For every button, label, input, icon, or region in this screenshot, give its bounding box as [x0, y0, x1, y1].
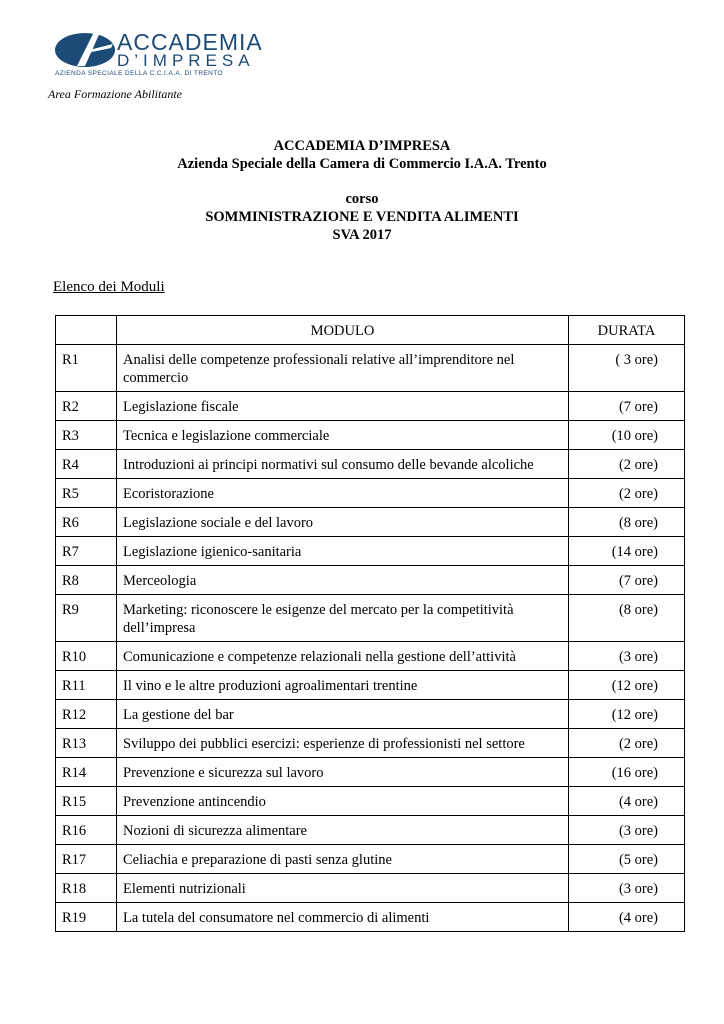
module-name: Ecoristorazione — [117, 479, 569, 508]
module-code: R5 — [56, 479, 117, 508]
module-code: R3 — [56, 421, 117, 450]
module-name: Celiachia e preparazione di pasti senza glutine — [117, 845, 569, 874]
module-code: R17 — [56, 845, 117, 874]
table-row — [56, 537, 685, 566]
table-row — [56, 421, 685, 450]
module-code: R15 — [56, 787, 117, 816]
module-name: Nozioni di sicurezza alimentare — [117, 816, 569, 845]
module-code: R18 — [56, 874, 117, 903]
logo-tagline: AZIENDA SPECIALE DELLA C.C.I.A.A. DI TRENTO — [55, 70, 223, 77]
module-name: La gestione del bar — [117, 700, 569, 729]
module-code: R9 — [56, 595, 117, 642]
module-duration: (5 ore) — [569, 845, 685, 874]
module-duration: (3 ore) — [569, 874, 685, 903]
table-row — [56, 479, 685, 508]
module-code: R7 — [56, 537, 117, 566]
module-code: R1 — [56, 345, 117, 392]
module-duration: (7 ore) — [569, 392, 685, 421]
header-code — [56, 316, 117, 345]
module-name: Legislazione sociale e del lavoro — [117, 508, 569, 537]
module-duration: (3 ore) — [569, 816, 685, 845]
module-name: Sviluppo dei pubblici esercizi: esperienze di professionisti nel settore — [117, 729, 569, 758]
module-name: Merceologia — [117, 566, 569, 595]
table-row — [56, 874, 685, 903]
module-duration: (16 ore) — [569, 758, 685, 787]
module-duration: (10 ore) — [569, 421, 685, 450]
module-name: Introduzioni ai principi normativi sul consumo delle bevande alcoliche — [117, 450, 569, 479]
module-name: Prevenzione e sicurezza sul lavoro — [117, 758, 569, 787]
module-duration: (7 ore) — [569, 566, 685, 595]
module-code: R12 — [56, 700, 117, 729]
module-name: Analisi delle competenze professionali relative all’imprenditore nel commercio — [117, 345, 569, 392]
table-row — [56, 729, 685, 758]
accademia-logo-mark-icon — [55, 28, 117, 70]
module-name: Comunicazione e competenze relazionali nella gestione dell’attività — [117, 642, 569, 671]
header-durata: DURATA — [569, 316, 685, 345]
module-duration: (12 ore) — [569, 700, 685, 729]
module-code: R10 — [56, 642, 117, 671]
table-row — [56, 816, 685, 845]
table-row — [56, 642, 685, 671]
module-code: R13 — [56, 729, 117, 758]
section-title: Elenco dei Moduli — [53, 279, 165, 295]
table-row — [56, 392, 685, 421]
table-row — [56, 758, 685, 787]
table-row — [56, 903, 685, 932]
module-code: R8 — [56, 566, 117, 595]
module-code: R14 — [56, 758, 117, 787]
modules-table — [55, 315, 685, 932]
title-corso-code: SVA 2017 — [332, 227, 392, 243]
module-duration: (4 ore) — [569, 787, 685, 816]
module-code: R6 — [56, 508, 117, 537]
module-duration: (14 ore) — [569, 537, 685, 566]
logo-name: ACCADEMIA — [117, 29, 263, 55]
module-code: R2 — [56, 392, 117, 421]
module-name: Legislazione fiscale — [117, 392, 569, 421]
table-row — [56, 508, 685, 537]
module-code: R16 — [56, 816, 117, 845]
module-duration: (2 ore) — [569, 479, 685, 508]
table-row — [56, 787, 685, 816]
module-code: R4 — [56, 450, 117, 479]
table-row — [56, 345, 685, 392]
module-duration: (8 ore) — [569, 595, 685, 642]
table-row — [56, 845, 685, 874]
module-duration: (4 ore) — [569, 903, 685, 932]
module-name: Legislazione igienico-sanitaria — [117, 537, 569, 566]
module-name: Marketing: riconoscere le esigenze del mercato per la competitività dell’impresa — [117, 595, 569, 642]
module-duration: (8 ore) — [569, 508, 685, 537]
module-name: Tecnica e legislazione commerciale — [117, 421, 569, 450]
table-row — [56, 450, 685, 479]
logo-subname: D’IMPRESA — [117, 51, 255, 70]
title-corso-label: corso — [345, 191, 379, 207]
title-org: ACCADEMIA D’IMPRESA — [273, 138, 451, 154]
module-duration: (2 ore) — [569, 729, 685, 758]
module-name: Il vino e le altre produzioni agroalimentari trentine — [117, 671, 569, 700]
area-label: Area Formazione Abilitante — [48, 87, 182, 101]
table-row — [56, 671, 685, 700]
accademia-logo — [55, 26, 263, 81]
module-name: Prevenzione antincendio — [117, 787, 569, 816]
module-duration: (12 ore) — [569, 671, 685, 700]
module-duration: (2 ore) — [569, 450, 685, 479]
module-duration: ( 3 ore) — [569, 345, 685, 392]
header-modulo: MODULO — [117, 316, 569, 345]
module-duration: (3 ore) — [569, 642, 685, 671]
table-row — [56, 566, 685, 595]
module-name: Elementi nutrizionali — [117, 874, 569, 903]
module-code: R11 — [56, 671, 117, 700]
module-name: La tutela del consumatore nel commercio di alimenti — [117, 903, 569, 932]
table-row — [56, 595, 685, 642]
title-corso-name: SOMMINISTRAZIONE E VENDITA ALIMENTI — [205, 209, 519, 225]
table-header-row — [56, 316, 685, 345]
table-row — [56, 700, 685, 729]
title-org-sub: Azienda Speciale della Camera di Commercio I.A.A. Trento — [177, 156, 547, 172]
module-code: R19 — [56, 903, 117, 932]
